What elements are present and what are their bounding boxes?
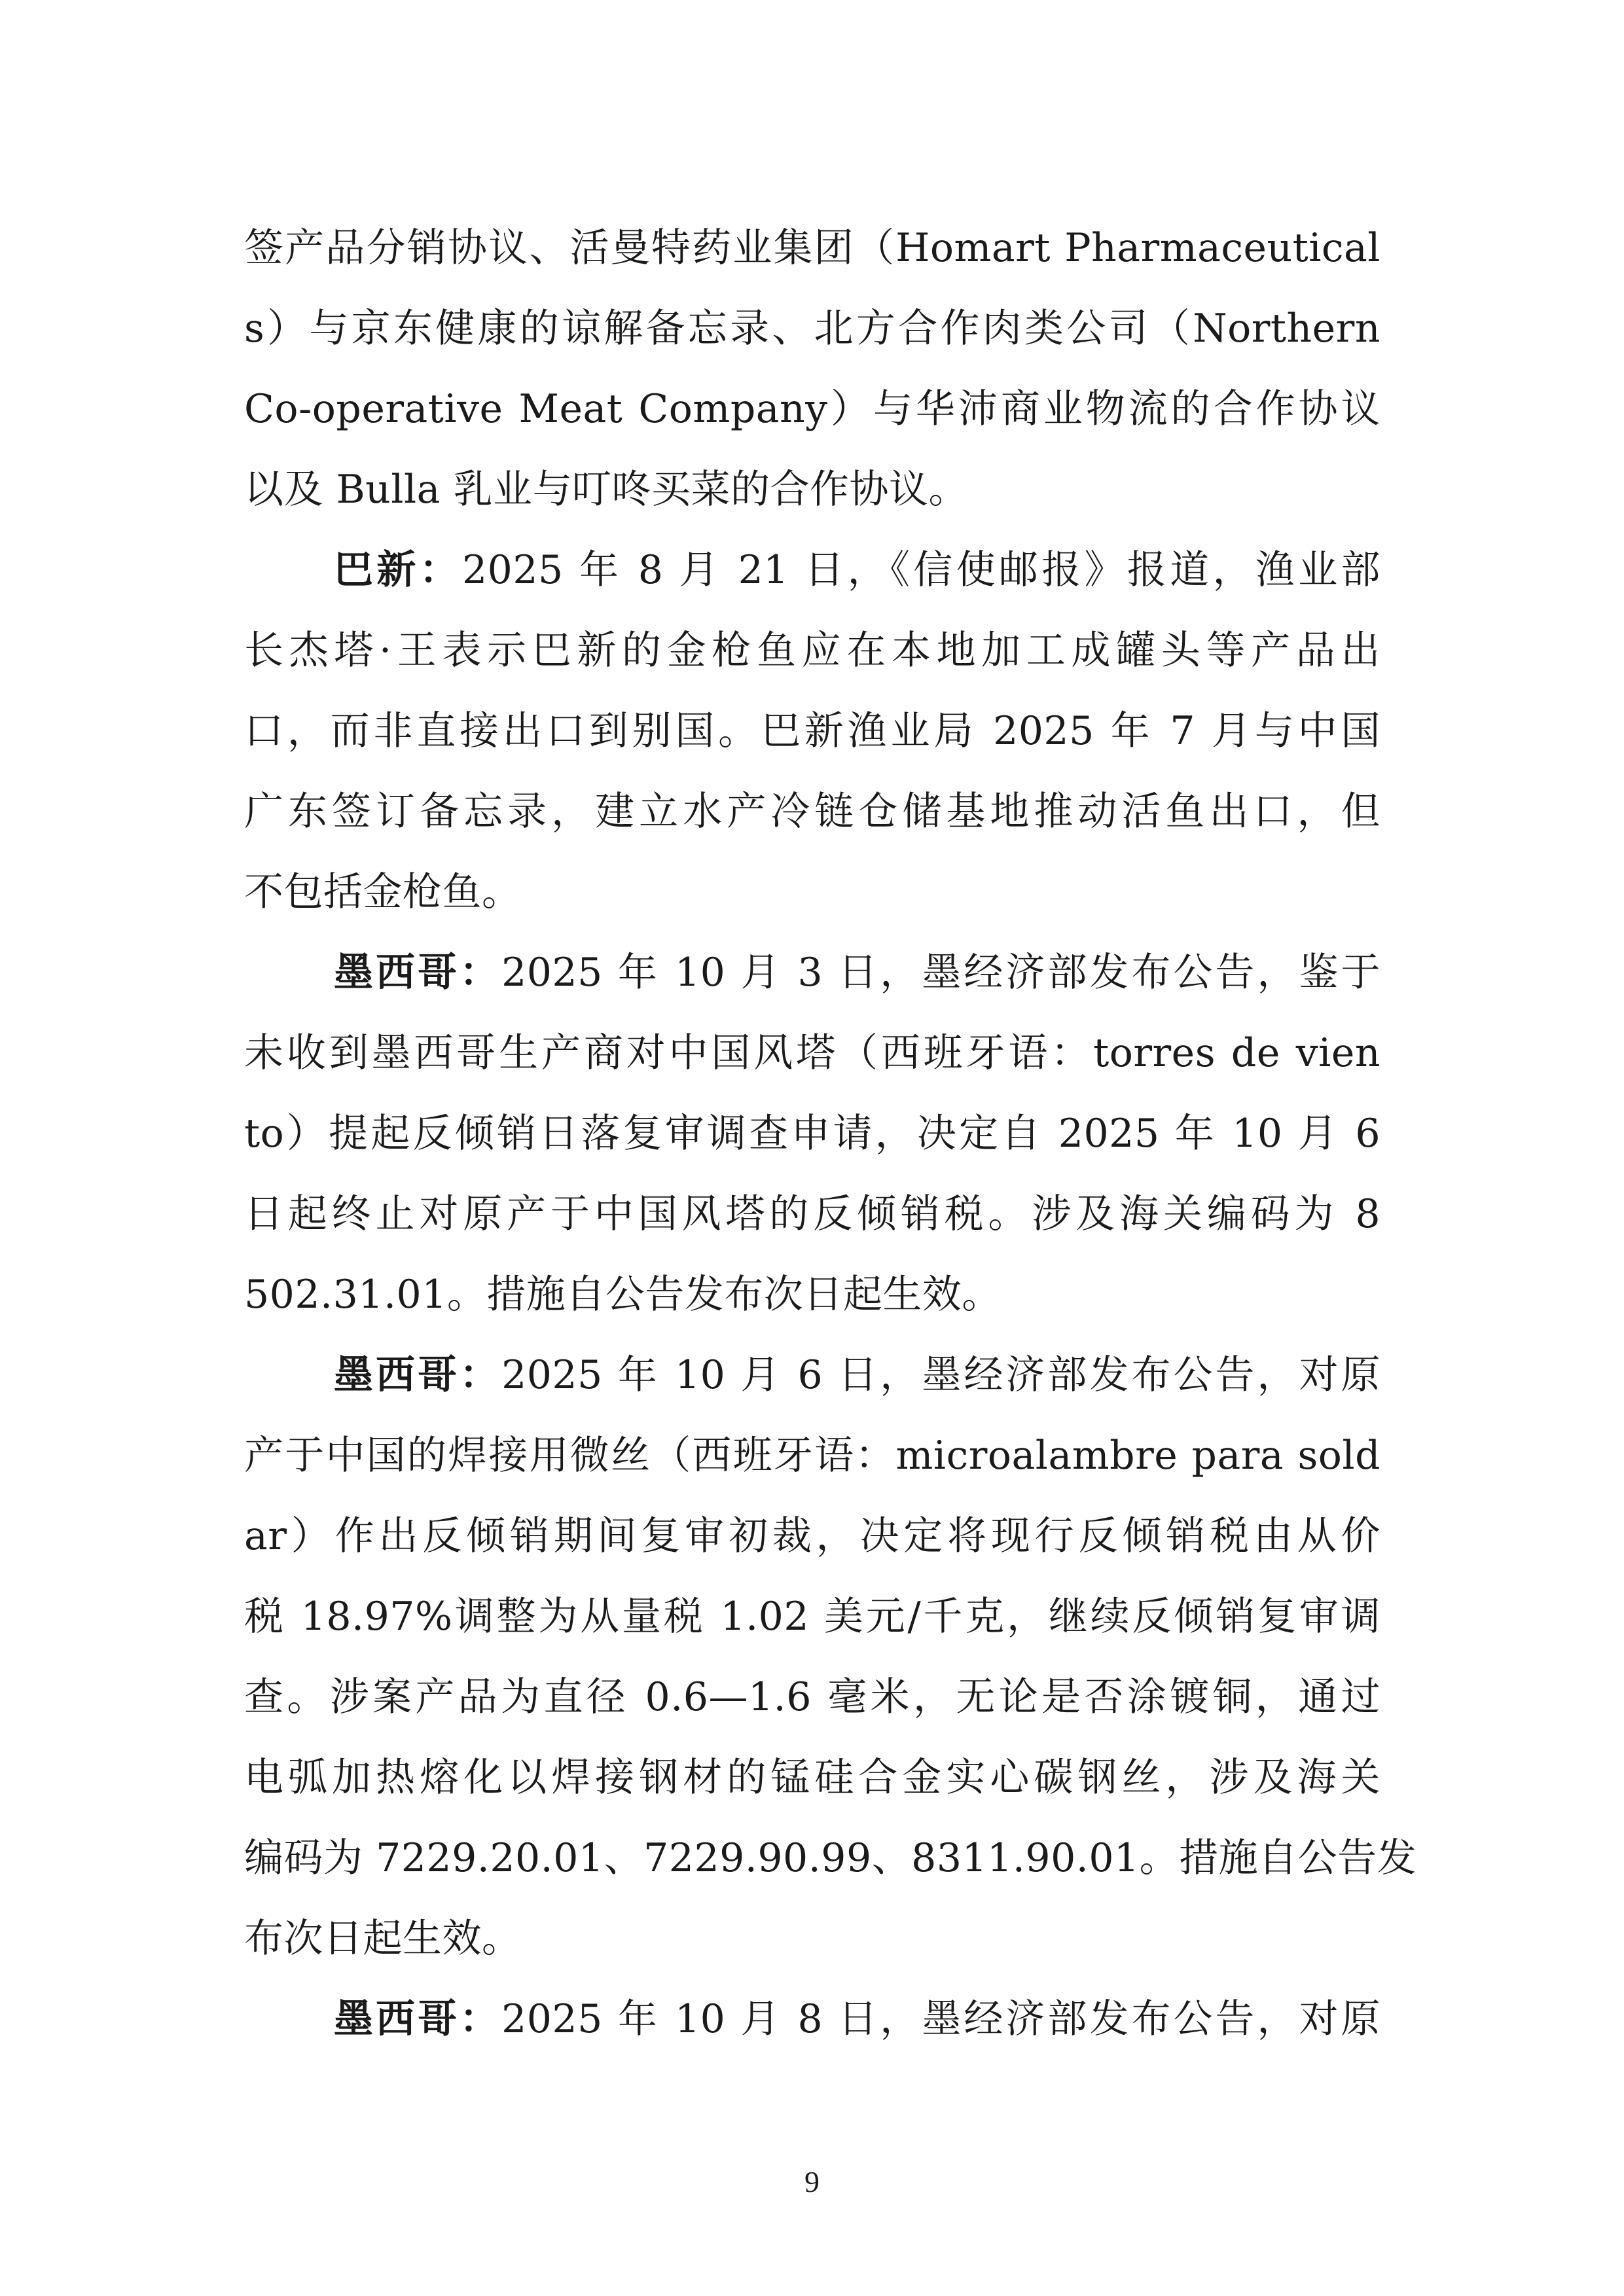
country-heading: 墨西哥： — [334, 1352, 502, 1398]
paragraph-first-line: 墨西哥：2025 年 10 月 8 日，墨经济部发布公告，对原 — [334, 1996, 1381, 2042]
body-text-line: 不包括金枪鱼。 — [244, 869, 522, 915]
paragraph-first-line: 墨西哥：2025 年 10 月 3 日，墨经济部发布公告，鉴于 — [334, 950, 1381, 996]
body-text-line: 编码为 7229.20.01、7229.90.99、8311.90.01。措施自公告发 — [244, 1835, 1417, 1881]
body-text-line: 502.31.01。措施自公告发布次日起生效。 — [244, 1272, 1001, 1318]
body-text-line: 产于中国的焊接用微丝（西班牙语：microalambre para sold — [244, 1433, 1380, 1479]
body-text-line: 口，而非直接出口到别国。巴新渔业局 2025 年 7 月与中国 — [244, 708, 1380, 754]
body-text-line: 查。涉案产品为直径 0.6—1.6 毫米，无论是否涂镀铜，通过 — [244, 1674, 1380, 1720]
body-text-line: 日起终止对原产于中国风塔的反倾销税。涉及海关编码为 8 — [244, 1191, 1380, 1237]
country-heading: 墨西哥： — [334, 950, 502, 996]
body-text-line: 长杰塔·王表示巴新的金枪鱼应在本地加工成罐头等产品出 — [244, 628, 1380, 673]
body-text-line: s）与京东健康的谅解备忘录、北方合作肉类公司（Northern — [244, 306, 1380, 351]
body-text-line: to）提起反倾销日落复审调查申请，决定自 2025 年 10 月 6 — [244, 1111, 1380, 1157]
country-heading: 巴新： — [334, 547, 462, 593]
page-number: 9 — [804, 2165, 820, 2198]
body-text-line: 未收到墨西哥生产商对中国风塔（西班牙语：torres de vien — [244, 1030, 1380, 1076]
paragraph-first-line: 墨西哥：2025 年 10 月 6 日，墨经济部发布公告，对原 — [334, 1352, 1381, 1398]
body-text-line: Co-operative Meat Company）与华沛商业物流的合作协议 — [244, 386, 1380, 432]
body-text-line: ar）作出反倾销期间复审初裁，决定将现行反倾销税由从价 — [244, 1513, 1380, 1559]
body-text-line: 广东签订备忘录，建立水产冷链仓储基地推动活鱼出口，但 — [244, 789, 1380, 834]
body-text-line: 签产品分销协议、活曼特药业集团（Homart Pharmaceutical — [244, 225, 1380, 271]
body-text-line: 税 18.97%调整为从量税 1.02 美元/千克，继续反倾销复审调 — [244, 1594, 1380, 1640]
body-text-line: 布次日起生效。 — [244, 1916, 522, 1962]
paragraph-first-line: 巴新：2025 年 8 月 21 日，《信使邮报》报道，渔业部 — [334, 547, 1380, 593]
body-text-line: 以及 Bulla 乳业与叮咚买菜的合作协议。 — [244, 467, 969, 512]
country-heading: 墨西哥： — [334, 1996, 502, 2042]
body-text-line: 电弧加热熔化以焊接钢材的锰硅合金实心碳钢丝，涉及海关 — [244, 1755, 1380, 1801]
